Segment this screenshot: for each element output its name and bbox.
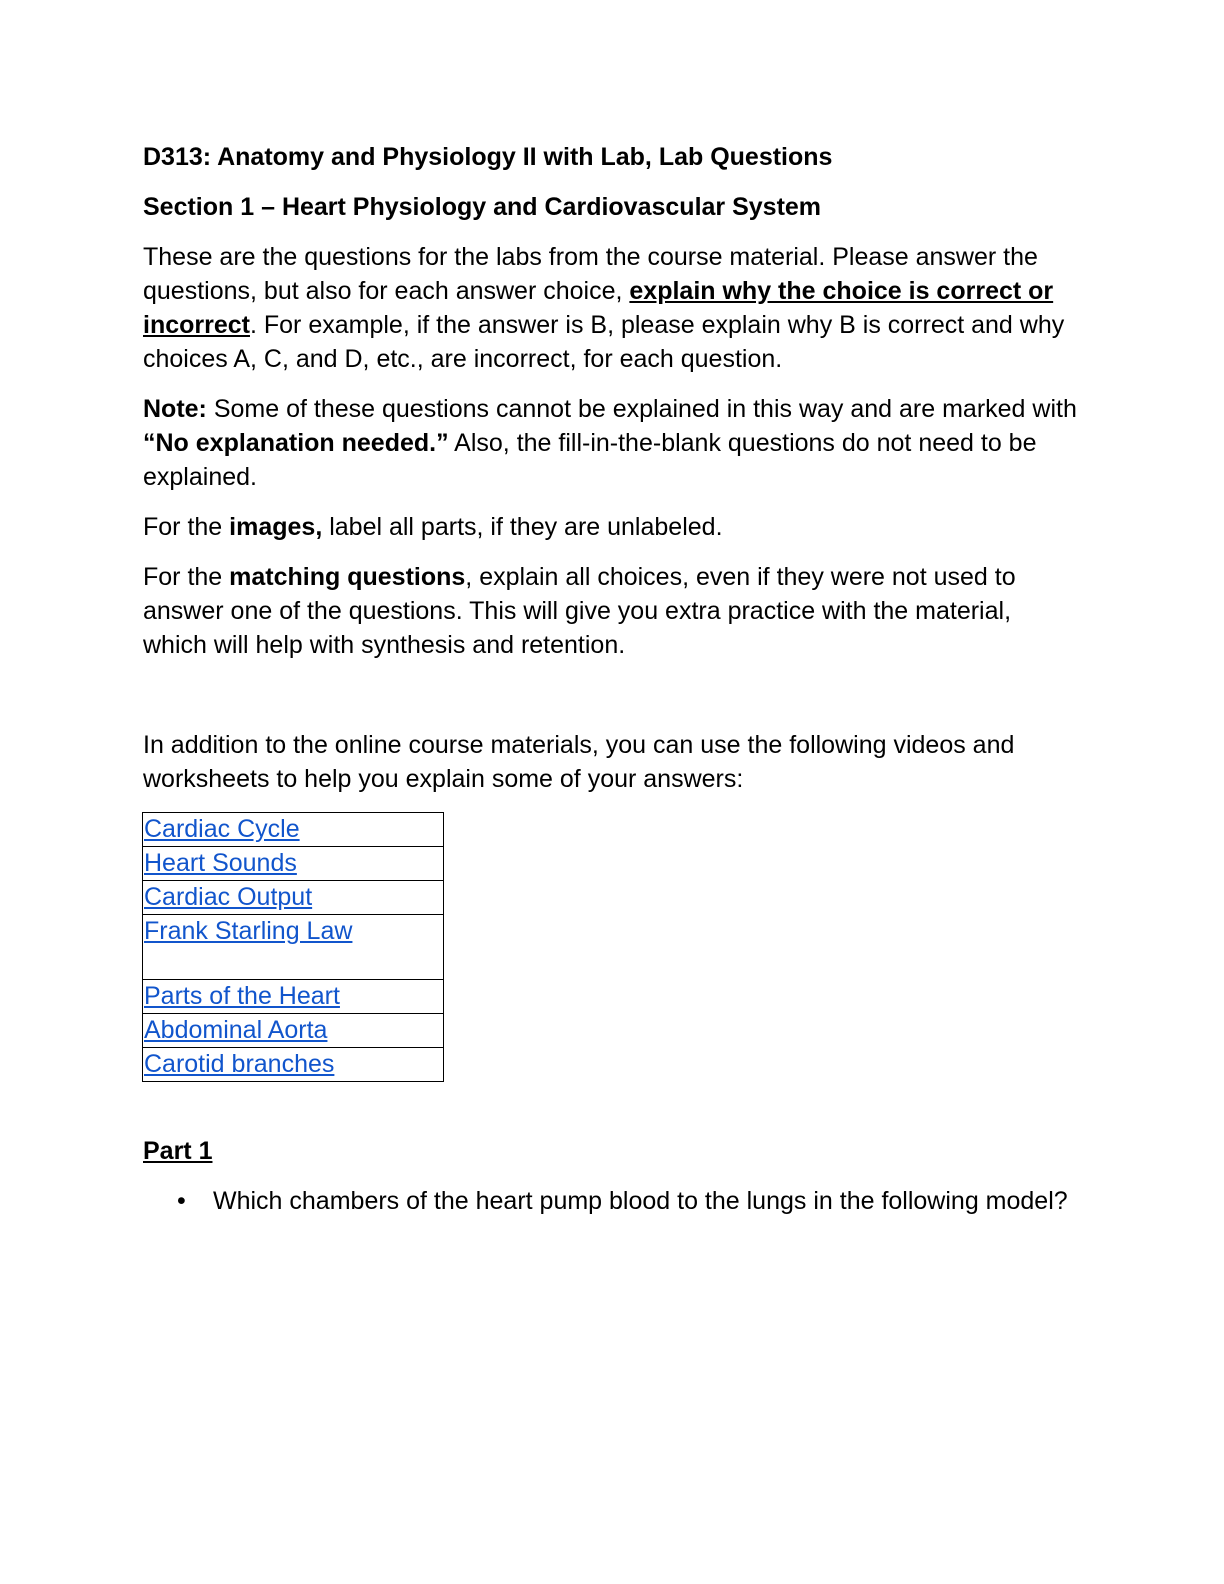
intro-paragraph: [143, 240, 1078, 376]
images-pre: For the: [143, 513, 230, 541]
intro-text-2: . For example, if the answer is B, please explain why B is correct and why choices A, C, and D, etc., are incorrect, for each question.: [143, 311, 1065, 373]
note-label: Note:: [143, 395, 207, 423]
link-frank-starling-law[interactable]: Frank Starling Law: [144, 917, 353, 945]
link-cardiac-cycle[interactable]: Cardiac Cycle: [144, 815, 300, 843]
blank-line: [143, 678, 1078, 728]
table-cell: [143, 1014, 444, 1048]
link-carotid-branches[interactable]: Carotid branches: [144, 1050, 335, 1078]
list-item: [143, 1184, 1078, 1218]
intro-emphasis: explain why the choice is correct or incorrect: [143, 277, 1054, 339]
table-row: [143, 980, 444, 1014]
matching-pre: For the: [143, 563, 230, 591]
link-cardiac-output[interactable]: Cardiac Output: [144, 883, 313, 911]
bullet-icon: •: [177, 1187, 186, 1215]
section-title: Section 1 – Heart Physiology and Cardiovascular System: [143, 193, 822, 221]
note-text-2: Also, the fill-in-the-blank questions do not need to be explained.: [143, 429, 1037, 491]
table-cell: [143, 847, 444, 881]
resource-links-table: [142, 812, 444, 1082]
document-page: [143, 140, 1078, 1218]
document-title: D313: Anatomy and Physiology II with Lab, Lab Questions: [143, 143, 833, 171]
table-cell: [143, 881, 444, 915]
link-heart-sounds[interactable]: Heart Sounds: [144, 849, 297, 877]
table-cell: [143, 813, 444, 847]
note-paragraph: [143, 392, 1078, 494]
question-list: [143, 1184, 1078, 1218]
images-paragraph: [143, 510, 1078, 544]
link-abdominal-aorta[interactable]: Abdominal Aorta: [144, 1016, 328, 1044]
note-text-1: Some of these questions cannot be explained in this way and are marked with: [206, 395, 1077, 423]
resources-intro: In addition to the online course materials, you can use the following videos and worksheets to help you explain some of your answers:: [143, 731, 1015, 793]
matching-post: , explain all choices, even if they were not used to answer one of the questions. This will give you extra practice with the material, which will help with synthesis and retention.: [143, 563, 1016, 659]
table-row: [143, 1048, 444, 1082]
part-title: Part 1: [143, 1137, 213, 1165]
matching-paragraph: [143, 560, 1078, 662]
table-row: [143, 915, 444, 980]
note-quote: “No explanation needed.”: [143, 429, 449, 457]
images-bold: images,: [229, 513, 323, 541]
link-parts-of-the-heart[interactable]: Parts of the Heart: [144, 982, 340, 1010]
intro-text-1: These are the questions for the labs from the course material. Please answer the questions, but also for each answer choice,: [143, 243, 1038, 305]
question-text: Which chambers of the heart pump blood to the lungs in the following model?: [213, 1187, 1068, 1215]
table-cell: [143, 915, 444, 980]
table-row: [143, 1014, 444, 1048]
images-post: label all parts, if they are unlabeled.: [322, 513, 723, 541]
table-row: [143, 847, 444, 881]
table-cell: [143, 1048, 444, 1082]
table-row: [143, 881, 444, 915]
table-row: [143, 813, 444, 847]
matching-bold: matching questions: [229, 563, 466, 591]
table-cell: [143, 980, 444, 1014]
